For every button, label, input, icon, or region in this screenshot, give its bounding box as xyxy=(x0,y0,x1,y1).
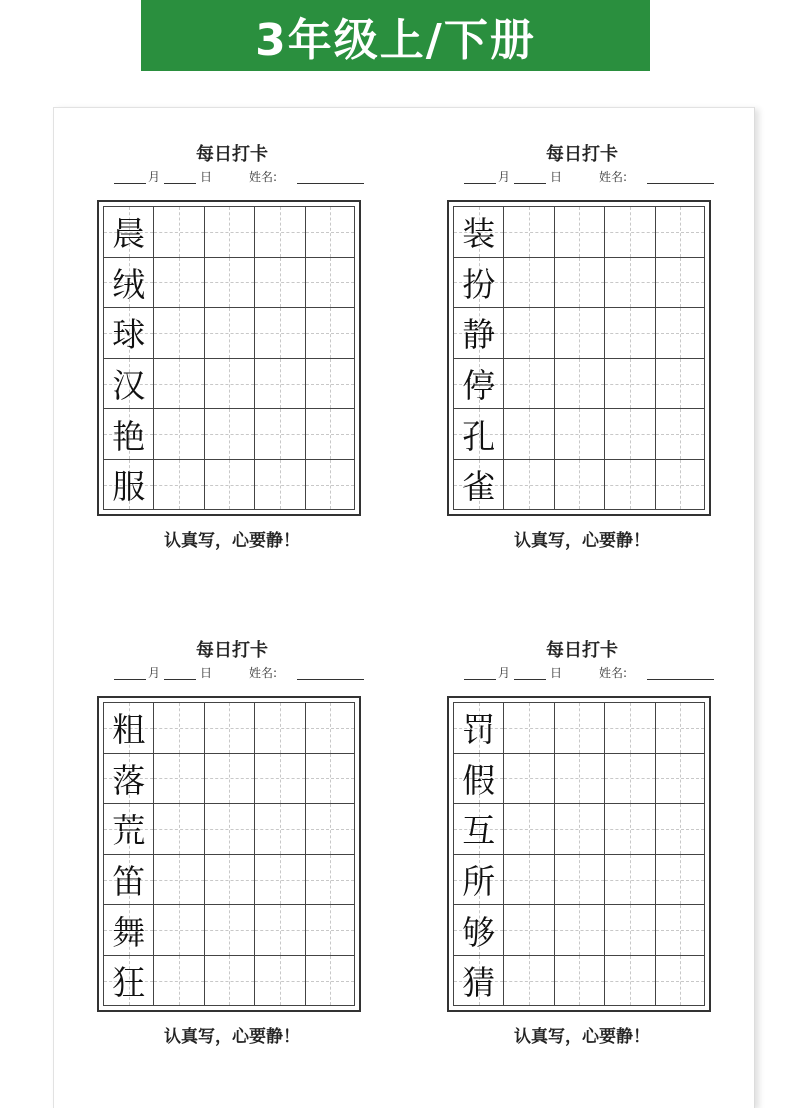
model-character-cell xyxy=(454,804,504,855)
practice-cell[interactable] xyxy=(154,308,204,359)
practice-cell[interactable] xyxy=(504,905,554,956)
guide-line-vertical xyxy=(229,703,230,753)
model-character-cell xyxy=(104,207,154,258)
guide-line-vertical xyxy=(630,258,631,308)
guide-line-vertical xyxy=(680,905,681,955)
practice-cell[interactable] xyxy=(605,956,655,1005)
practice-cell[interactable] xyxy=(555,754,605,805)
writing-grid xyxy=(447,696,711,1012)
practice-cell[interactable] xyxy=(154,804,204,855)
model-character-cell xyxy=(104,258,154,309)
model-character: 静 xyxy=(462,315,496,355)
guide-line-vertical xyxy=(579,460,580,509)
practice-cell[interactable] xyxy=(504,258,554,309)
practice-cell[interactable] xyxy=(656,804,704,855)
practice-cell[interactable] xyxy=(306,754,354,805)
name-blank[interactable] xyxy=(647,679,714,680)
guide-line-vertical xyxy=(330,359,331,409)
model-character: 扮 xyxy=(462,264,496,304)
model-character-cell xyxy=(104,308,154,359)
model-character: 落 xyxy=(112,760,146,800)
practice-cell[interactable] xyxy=(255,359,305,410)
guide-line-vertical xyxy=(229,754,230,804)
model-character-cell xyxy=(454,207,504,258)
model-character: 汉 xyxy=(112,366,146,406)
guide-line-vertical xyxy=(330,207,331,257)
model-character: 晨 xyxy=(112,214,146,254)
day-label: 日 xyxy=(200,666,213,680)
guide-line-vertical xyxy=(330,409,331,459)
guide-line-vertical xyxy=(529,258,530,308)
practice-cell[interactable] xyxy=(205,207,255,258)
guide-line-vertical xyxy=(179,258,180,308)
practice-cell[interactable] xyxy=(504,359,554,410)
model-character-cell xyxy=(454,308,504,359)
guide-line-vertical xyxy=(529,855,530,905)
name-label: 姓名: xyxy=(249,170,278,184)
guide-line-vertical xyxy=(630,207,631,257)
guide-line-vertical xyxy=(280,409,281,459)
guide-line-vertical xyxy=(680,258,681,308)
card-title: 每日打卡 xyxy=(546,640,618,661)
practice-cell[interactable] xyxy=(555,460,605,509)
practice-cell[interactable] xyxy=(255,956,305,1005)
guide-line-vertical xyxy=(179,409,180,459)
practice-card xyxy=(97,140,367,550)
practice-cell[interactable] xyxy=(306,207,354,258)
grid-inner xyxy=(103,206,355,510)
model-character-cell xyxy=(104,855,154,906)
guide-line-vertical xyxy=(630,956,631,1005)
practice-cell[interactable] xyxy=(504,956,554,1005)
guide-line-vertical xyxy=(179,905,180,955)
practice-cell[interactable] xyxy=(504,754,554,805)
model-character: 舞 xyxy=(112,912,146,952)
day-label: 日 xyxy=(200,170,213,184)
practice-cell[interactable] xyxy=(555,308,605,359)
guide-line-vertical xyxy=(630,804,631,854)
model-character-cell xyxy=(104,359,154,410)
practice-cell[interactable] xyxy=(306,258,354,309)
banner-title: 3年级上/下册 xyxy=(255,14,536,66)
model-character: 笛 xyxy=(112,862,146,902)
card-title: 每日打卡 xyxy=(196,640,268,661)
practice-cell[interactable] xyxy=(205,905,255,956)
practice-cell[interactable] xyxy=(605,409,655,460)
guide-line-vertical xyxy=(579,207,580,257)
card-title: 每日打卡 xyxy=(546,144,618,165)
model-character: 互 xyxy=(462,811,496,851)
model-character: 假 xyxy=(462,760,496,800)
guide-line-vertical xyxy=(579,754,580,804)
title-banner xyxy=(141,0,650,71)
guide-line-vertical xyxy=(280,956,281,1005)
guide-line-vertical xyxy=(229,956,230,1005)
practice-cell[interactable] xyxy=(555,703,605,754)
guide-line-vertical xyxy=(579,308,580,358)
model-character-cell xyxy=(454,359,504,410)
name-blank[interactable] xyxy=(297,183,364,184)
guide-line-vertical xyxy=(179,308,180,358)
practice-cell[interactable] xyxy=(306,703,354,754)
month-label: 月 xyxy=(498,170,511,184)
day-label: 日 xyxy=(550,170,563,184)
practice-cell[interactable] xyxy=(504,855,554,906)
practice-cell[interactable] xyxy=(555,207,605,258)
practice-cell[interactable] xyxy=(306,409,354,460)
guide-line-vertical xyxy=(229,207,230,257)
practice-card xyxy=(447,636,717,1046)
guide-line-vertical xyxy=(529,905,530,955)
model-character-cell xyxy=(104,409,154,460)
practice-cell[interactable] xyxy=(255,905,305,956)
practice-cell[interactable] xyxy=(605,207,655,258)
guide-line-vertical xyxy=(579,804,580,854)
practice-cell[interactable] xyxy=(656,207,704,258)
practice-cell[interactable] xyxy=(306,804,354,855)
guide-line-vertical xyxy=(280,258,281,308)
practice-cell[interactable] xyxy=(656,703,704,754)
guide-line-vertical xyxy=(529,460,530,509)
guide-line-vertical xyxy=(630,460,631,509)
writing-grid xyxy=(97,200,361,516)
grid-inner xyxy=(453,702,705,1006)
name-label: 姓名: xyxy=(249,666,278,680)
practice-cell[interactable] xyxy=(255,855,305,906)
practice-card xyxy=(97,636,367,1046)
practice-cell[interactable] xyxy=(306,359,354,410)
guide-line-vertical xyxy=(229,855,230,905)
model-character-cell xyxy=(454,905,504,956)
practice-cell[interactable] xyxy=(205,855,255,906)
grid-inner xyxy=(103,702,355,1006)
model-character: 艳 xyxy=(112,416,146,456)
model-character-cell xyxy=(454,956,504,1005)
guide-line-vertical xyxy=(280,804,281,854)
model-character-cell xyxy=(104,754,154,805)
date-name-line xyxy=(97,664,367,684)
guide-line-vertical xyxy=(280,207,281,257)
model-character: 服 xyxy=(112,467,146,506)
model-character-cell xyxy=(104,703,154,754)
guide-line-vertical xyxy=(330,956,331,1005)
guide-line-vertical xyxy=(280,703,281,753)
guide-line-vertical xyxy=(680,703,681,753)
guide-line-vertical xyxy=(630,855,631,905)
guide-line-vertical xyxy=(179,956,180,1005)
guide-line-vertical xyxy=(229,409,230,459)
practice-cell[interactable] xyxy=(255,409,305,460)
guide-line-vertical xyxy=(280,359,281,409)
guide-line-vertical xyxy=(579,956,580,1005)
guide-line-vertical xyxy=(529,703,530,753)
practice-cell[interactable] xyxy=(555,905,605,956)
model-character-cell xyxy=(104,804,154,855)
guide-line-vertical xyxy=(229,308,230,358)
model-character-cell xyxy=(454,409,504,460)
practice-cell[interactable] xyxy=(205,308,255,359)
practice-cell[interactable] xyxy=(656,359,704,410)
model-character: 猜 xyxy=(462,963,496,1002)
practice-cell[interactable] xyxy=(504,804,554,855)
practice-cell[interactable] xyxy=(555,258,605,309)
guide-line-vertical xyxy=(529,754,530,804)
practice-cell[interactable] xyxy=(154,258,204,309)
guide-line-vertical xyxy=(680,308,681,358)
guide-line-vertical xyxy=(529,804,530,854)
guide-line-vertical xyxy=(579,258,580,308)
practice-cell[interactable] xyxy=(205,956,255,1005)
guide-line-vertical xyxy=(630,905,631,955)
guide-line-vertical xyxy=(579,905,580,955)
guide-line-vertical xyxy=(330,258,331,308)
practice-cell[interactable] xyxy=(154,460,204,509)
guide-line-vertical xyxy=(579,359,580,409)
practice-cell[interactable] xyxy=(154,855,204,906)
model-character-cell xyxy=(104,956,154,1005)
practice-cell[interactable] xyxy=(154,754,204,805)
model-character-cell xyxy=(454,855,504,906)
practice-cell[interactable] xyxy=(504,460,554,509)
model-character: 粗 xyxy=(112,710,146,750)
writing-grid xyxy=(447,200,711,516)
practice-cell[interactable] xyxy=(555,409,605,460)
model-character: 所 xyxy=(462,862,496,902)
guide-line-vertical xyxy=(680,207,681,257)
practice-cell[interactable] xyxy=(656,905,704,956)
practice-cell[interactable] xyxy=(205,703,255,754)
practice-cell[interactable] xyxy=(605,308,655,359)
date-name-line xyxy=(447,664,717,684)
guide-line-vertical xyxy=(229,804,230,854)
day-label: 日 xyxy=(550,666,563,680)
card-motto: 认真写，心要静！ xyxy=(164,531,300,551)
guide-line-vertical xyxy=(330,804,331,854)
guide-line-vertical xyxy=(229,905,230,955)
model-character-cell xyxy=(454,754,504,805)
guide-line-vertical xyxy=(179,359,180,409)
date-name-line xyxy=(97,168,367,188)
practice-cell[interactable] xyxy=(605,460,655,509)
practice-cell[interactable] xyxy=(555,855,605,906)
practice-cell[interactable] xyxy=(656,409,704,460)
guide-line-vertical xyxy=(330,754,331,804)
guide-line-vertical xyxy=(229,258,230,308)
practice-cell[interactable] xyxy=(504,409,554,460)
practice-cell[interactable] xyxy=(205,754,255,805)
guide-line-vertical xyxy=(529,308,530,358)
practice-cell[interactable] xyxy=(504,703,554,754)
model-character: 装 xyxy=(462,214,496,254)
practice-cell[interactable] xyxy=(656,754,704,805)
practice-cell[interactable] xyxy=(504,308,554,359)
practice-cell[interactable] xyxy=(205,359,255,410)
model-character: 绒 xyxy=(112,264,146,304)
month-blank[interactable] xyxy=(114,679,146,680)
guide-line-vertical xyxy=(529,409,530,459)
guide-line-vertical xyxy=(330,905,331,955)
guide-line-vertical xyxy=(680,855,681,905)
name-blank[interactable] xyxy=(297,679,364,680)
practice-cell[interactable] xyxy=(504,207,554,258)
practice-cell[interactable] xyxy=(306,956,354,1005)
guide-line-vertical xyxy=(630,754,631,804)
guide-line-vertical xyxy=(529,359,530,409)
practice-cell[interactable] xyxy=(605,359,655,410)
guide-line-vertical xyxy=(680,460,681,509)
guide-line-vertical xyxy=(330,460,331,509)
practice-cell[interactable] xyxy=(555,956,605,1005)
practice-cell[interactable] xyxy=(306,855,354,906)
model-character: 够 xyxy=(462,912,496,952)
practice-cell[interactable] xyxy=(255,258,305,309)
practice-card xyxy=(447,140,717,550)
model-character-cell xyxy=(454,460,504,509)
guide-line-vertical xyxy=(179,207,180,257)
guide-line-vertical xyxy=(579,409,580,459)
guide-line-vertical xyxy=(630,409,631,459)
practice-cell[interactable] xyxy=(605,804,655,855)
guide-line-vertical xyxy=(179,703,180,753)
guide-line-vertical xyxy=(179,804,180,854)
month-label: 月 xyxy=(148,666,161,680)
day-blank[interactable] xyxy=(164,183,196,184)
guide-line-vertical xyxy=(680,804,681,854)
card-motto: 认真写，心要静！ xyxy=(164,1027,300,1047)
card-motto: 认真写，心要静！ xyxy=(514,1027,650,1047)
practice-cell[interactable] xyxy=(255,460,305,509)
guide-line-vertical xyxy=(179,754,180,804)
name-label: 姓名: xyxy=(599,170,628,184)
practice-cell[interactable] xyxy=(255,703,305,754)
practice-cell[interactable] xyxy=(306,308,354,359)
practice-cell[interactable] xyxy=(605,754,655,805)
practice-cell[interactable] xyxy=(605,703,655,754)
model-character-cell xyxy=(104,460,154,509)
guide-line-vertical xyxy=(280,905,281,955)
model-character: 球 xyxy=(112,315,146,355)
practice-cell[interactable] xyxy=(205,460,255,509)
practice-cell[interactable] xyxy=(255,804,305,855)
practice-cell[interactable] xyxy=(255,207,305,258)
model-character: 狂 xyxy=(112,963,146,1002)
date-name-line xyxy=(447,168,717,188)
day-blank[interactable] xyxy=(514,183,546,184)
practice-cell[interactable] xyxy=(154,409,204,460)
writing-grid xyxy=(97,696,361,1012)
guide-line-vertical xyxy=(680,956,681,1005)
guide-line-vertical xyxy=(179,460,180,509)
month-label: 月 xyxy=(148,170,161,184)
model-character: 罚 xyxy=(462,710,496,750)
practice-cell[interactable] xyxy=(656,855,704,906)
guide-line-vertical xyxy=(280,855,281,905)
guide-line-vertical xyxy=(280,460,281,509)
practice-cell[interactable] xyxy=(306,905,354,956)
practice-cell[interactable] xyxy=(154,207,204,258)
model-character-cell xyxy=(454,703,504,754)
practice-cell[interactable] xyxy=(205,804,255,855)
name-label: 姓名: xyxy=(599,666,628,680)
day-blank[interactable] xyxy=(514,679,546,680)
guide-line-vertical xyxy=(280,754,281,804)
practice-cell[interactable] xyxy=(656,258,704,309)
guide-line-vertical xyxy=(179,855,180,905)
practice-cell[interactable] xyxy=(656,308,704,359)
guide-line-vertical xyxy=(680,359,681,409)
practice-cell[interactable] xyxy=(555,359,605,410)
practice-cell[interactable] xyxy=(605,855,655,906)
practice-cell[interactable] xyxy=(255,754,305,805)
guide-line-vertical xyxy=(229,359,230,409)
guide-line-vertical xyxy=(229,460,230,509)
practice-cell[interactable] xyxy=(205,409,255,460)
month-blank[interactable] xyxy=(114,183,146,184)
month-label: 月 xyxy=(498,666,511,680)
guide-line-vertical xyxy=(529,956,530,1005)
model-character: 停 xyxy=(462,366,496,406)
practice-cell[interactable] xyxy=(205,258,255,309)
model-character: 雀 xyxy=(462,467,496,506)
practice-cell[interactable] xyxy=(605,258,655,309)
practice-sheet xyxy=(53,107,755,1108)
guide-line-vertical xyxy=(680,754,681,804)
guide-line-vertical xyxy=(529,207,530,257)
practice-cell[interactable] xyxy=(255,308,305,359)
guide-line-vertical xyxy=(330,855,331,905)
card-motto: 认真写，心要静！ xyxy=(514,531,650,551)
card-title: 每日打卡 xyxy=(196,144,268,165)
practice-cell[interactable] xyxy=(154,359,204,410)
guide-line-vertical xyxy=(330,703,331,753)
guide-line-vertical xyxy=(680,409,681,459)
guide-line-vertical xyxy=(579,703,580,753)
model-character: 荒 xyxy=(112,811,146,851)
practice-cell[interactable] xyxy=(605,905,655,956)
month-blank[interactable] xyxy=(464,183,496,184)
practice-cell[interactable] xyxy=(656,460,704,509)
model-character-cell xyxy=(104,905,154,956)
month-blank[interactable] xyxy=(464,679,496,680)
practice-cell[interactable] xyxy=(656,956,704,1005)
practice-cell[interactable] xyxy=(154,956,204,1005)
guide-line-vertical xyxy=(630,703,631,753)
guide-line-vertical xyxy=(630,359,631,409)
model-character-cell xyxy=(454,258,504,309)
practice-cell[interactable] xyxy=(555,804,605,855)
day-blank[interactable] xyxy=(164,679,196,680)
practice-cell[interactable] xyxy=(306,460,354,509)
guide-line-vertical xyxy=(579,855,580,905)
practice-cell[interactable] xyxy=(154,703,204,754)
guide-line-vertical xyxy=(330,308,331,358)
guide-line-vertical xyxy=(280,308,281,358)
grid-inner xyxy=(453,206,705,510)
model-character: 孔 xyxy=(462,416,496,456)
name-blank[interactable] xyxy=(647,183,714,184)
practice-cell[interactable] xyxy=(154,905,204,956)
guide-line-vertical xyxy=(630,308,631,358)
